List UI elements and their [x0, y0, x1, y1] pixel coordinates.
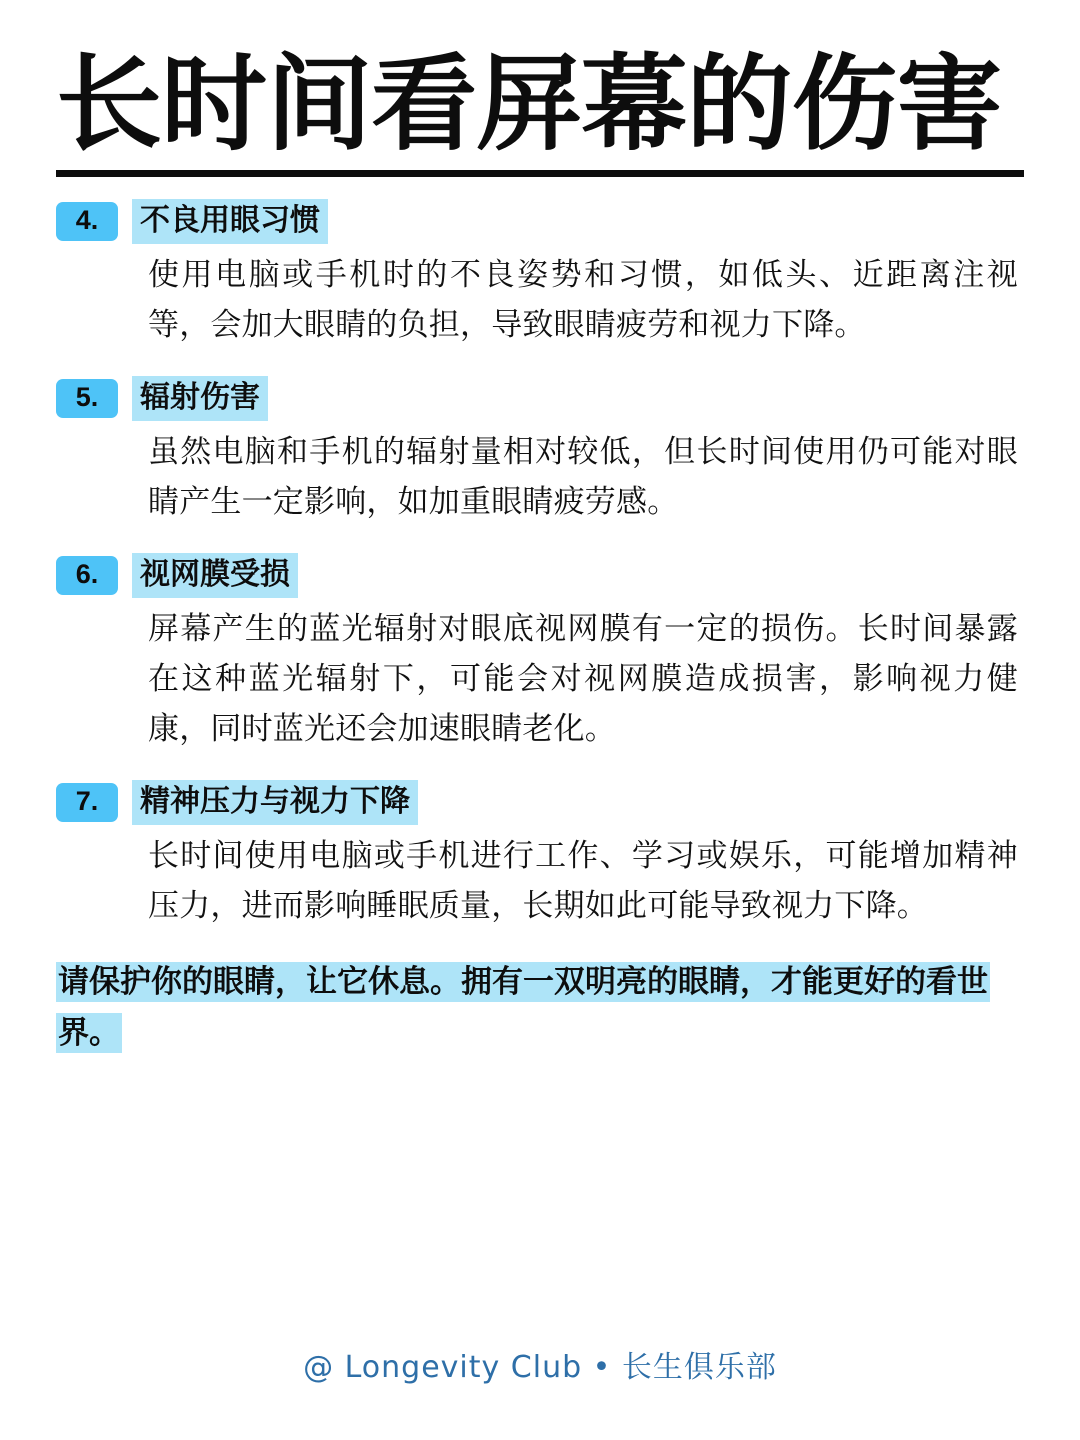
item-heading: 精神压力与视力下降: [132, 780, 418, 825]
list-item: [56, 553, 1024, 754]
footer-credit: @ Longevity Club • 长生俱乐部: [303, 1350, 777, 1385]
item-number-badge: 5.: [56, 379, 118, 418]
list-item-header: [56, 199, 1024, 244]
item-heading: 辐射伤害: [132, 376, 268, 421]
closing-text: 请保护你的眼睛，让它休息。拥有一双明亮的眼睛，才能更好的看世界。: [58, 964, 988, 1051]
list-item-header: [56, 553, 1024, 598]
item-heading: 不良用眼习惯: [132, 199, 328, 244]
item-number-badge: 6.: [56, 556, 118, 595]
list-item: [56, 199, 1024, 350]
item-body-text: 使用电脑或手机时的不良姿势和习惯，如低头、近距离注视等，会加大眼睛的负担，导致眼睛疲劳和视力下降。: [148, 256, 1018, 344]
item-number-badge: 4.: [56, 202, 118, 241]
item-body-text: 长时间使用电脑或手机进行工作、学习或娱乐，可能增加精神压力，进而影响睡眠质量，长期如此可能导致视力下降。: [148, 837, 1018, 925]
item-body-text: 虽然电脑和手机的辐射量相对较低，但长时间使用仍可能对眼睛产生一定影响，如加重眼睛疲劳感。: [148, 433, 1018, 520]
closing-statement: [56, 957, 1024, 1057]
list-item-header: [56, 780, 1024, 825]
page-title: 长时间看屏幕的伤害: [56, 43, 1002, 165]
item-list: [56, 199, 1024, 931]
list-item: [56, 780, 1024, 931]
list-item-header: [56, 376, 1024, 421]
list-item: [56, 376, 1024, 527]
title-divider: [56, 170, 1024, 177]
item-number-badge: 7.: [56, 783, 118, 822]
item-body-text: 屏幕产生的蓝光辐射对眼底视网膜有一定的损伤。长时间暴露在这种蓝光辐射下，可能会对视网膜造成损害，影响视力健康，同时蓝光还会加速眼睛老化。: [148, 610, 1018, 748]
title-block: [56, 43, 1024, 177]
item-heading: 视网膜受损: [132, 553, 298, 598]
